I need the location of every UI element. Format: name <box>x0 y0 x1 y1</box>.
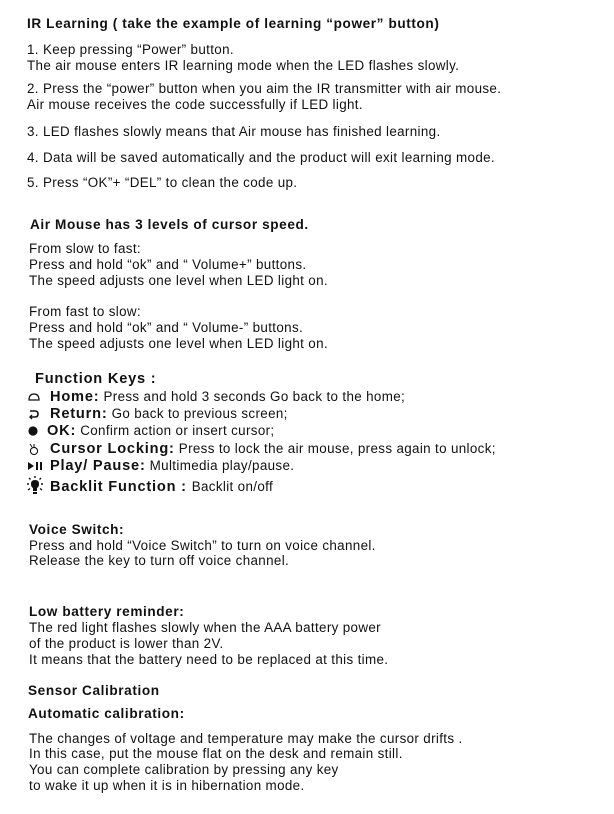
function-key-home <box>50 389 405 405</box>
ir-step-1-line-2: The air mouse enters IR learning mode when the LED flashes slowly. <box>27 58 460 73</box>
voice-switch-title: Voice Switch: <box>29 522 125 537</box>
calibration-line-4: to wake it up when it is in hibernation mode. <box>29 778 305 793</box>
ir-step-5: 5. Press “OK”+ “DEL” to clean the code up. <box>27 175 298 190</box>
function-key-play-pause <box>50 458 294 474</box>
low-battery-line-1: The red light flashes slowly when the AAA battery power <box>29 620 381 635</box>
backlight-bulb-icon <box>25 476 45 496</box>
automatic-calibration-subtitle: Automatic calibration: <box>28 706 185 721</box>
ir-step-1-line-1: 1. Keep pressing “Power” button. <box>27 42 234 57</box>
calibration-line-2: In this case, put the mouse flat on the desk and remain still. <box>29 746 403 761</box>
ir-step-4: 4. Data will be saved automatically and the product will exit learning mode. <box>27 150 495 165</box>
backlit-key-description: Backlit on/off <box>191 479 274 494</box>
voice-switch-line-1: Press and hold “Voice Switch” to turn on voice channel. <box>29 538 376 553</box>
cursor-locking-key-label: Cursor Locking <box>50 441 170 457</box>
ok-key-description: Confirm action or insert cursor; <box>76 423 275 438</box>
ir-step-2-line-1: 2. Press the “power” button when you aim the IR transmitter with air mouse. <box>27 81 502 96</box>
function-keys-title: Function Keys : <box>35 371 157 387</box>
fast-to-slow-heading: From fast to slow: <box>29 304 141 319</box>
cursor-speed-title: Air Mouse has 3 levels of cursor speed. <box>30 217 309 232</box>
ir-step-2-line-2: Air mouse receives the code successfully if LED light. <box>27 97 363 112</box>
function-key-cursor-locking <box>50 441 496 457</box>
play-pause-key-label: Play/ Pause <box>50 458 140 474</box>
fast-to-slow-note: The speed adjusts one level when LED light on. <box>29 336 328 351</box>
return-key-label: Return <box>50 406 102 422</box>
fast-to-slow-instruction: Press and hold “ok” and “ Volume-” buttons. <box>29 320 304 335</box>
return-icon <box>27 407 43 423</box>
function-key-ok <box>47 423 275 439</box>
play-pause-key-separator: : <box>139 458 146 474</box>
home-key-description: Press and hold 3 seconds Go back to the home; <box>99 389 406 404</box>
home-key-separator: : <box>93 389 100 405</box>
function-key-return <box>50 406 288 422</box>
backlit-key-separator: : <box>176 479 192 495</box>
ir-step-3: 3. LED flashes slowly means that Air mouse has finished learning. <box>27 124 441 139</box>
home-icon <box>27 390 43 406</box>
play-pause-key-description: Multimedia play/pause. <box>145 458 295 473</box>
return-key-separator: : <box>101 406 108 422</box>
play-pause-icon <box>27 459 43 475</box>
sensor-calibration-title: Sensor Calibration <box>28 683 160 698</box>
ok-key-separator: : <box>70 423 77 439</box>
ir-learning-title: IR Learning ( take the example of learning “power” button) <box>27 16 440 31</box>
low-battery-line-3: It means that the battery need to be replaced at this time. <box>29 652 389 667</box>
slow-to-fast-note: The speed adjusts one level when LED light on. <box>29 273 328 288</box>
ok-dot-icon <box>27 424 43 440</box>
home-key-label: Home <box>50 389 94 405</box>
cursor-lock-icon <box>27 442 43 458</box>
voice-switch-line-2: Release the key to turn off voice channel. <box>29 553 290 568</box>
backlit-key-label: Backlit Function <box>50 479 177 495</box>
function-key-backlit <box>50 479 273 495</box>
calibration-line-1: The changes of voltage and temperature may make the cursor drifts . <box>29 731 463 746</box>
cursor-locking-key-description: Press to lock the air mouse, press again to unlock; <box>174 441 496 456</box>
cursor-locking-key-separator: : <box>169 441 175 457</box>
slow-to-fast-instruction: Press and hold “ok” and “ Volume+” buttons. <box>29 257 307 272</box>
calibration-line-3: You can complete calibration by pressing any key <box>29 762 339 777</box>
return-key-description: Go back to previous screen; <box>107 406 288 421</box>
low-battery-title: Low battery reminder: <box>29 604 185 619</box>
slow-to-fast-heading: From slow to fast: <box>29 241 141 256</box>
low-battery-line-2: of the product is lower than 2V. <box>29 636 224 651</box>
ok-key-label: OK <box>47 423 71 439</box>
